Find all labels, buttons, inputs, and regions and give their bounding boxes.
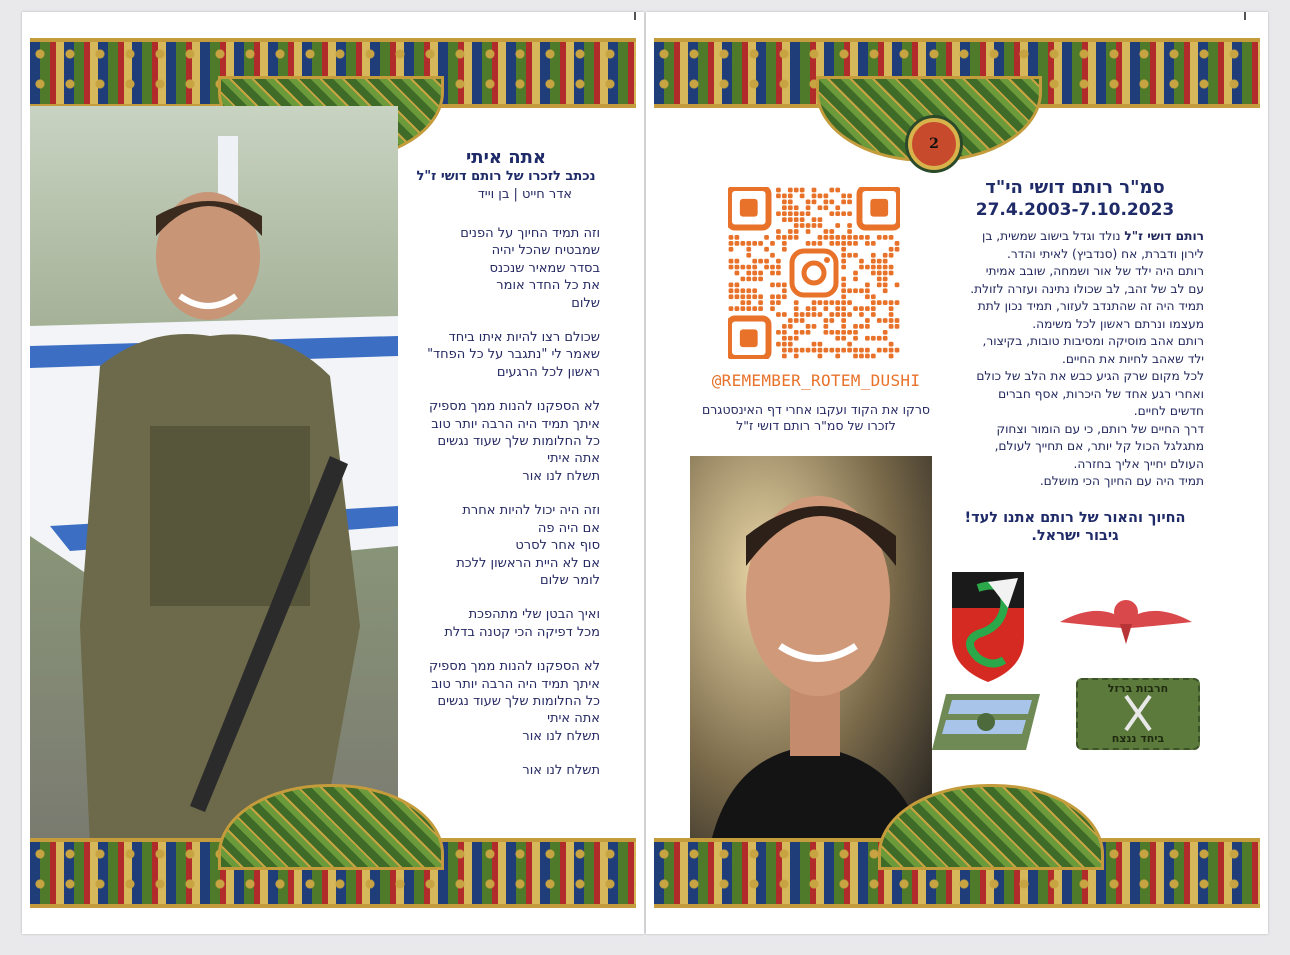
qr-caption-line-1: סרקו את הקוד ועקבו אחרי דף האינסטגרם — [701, 402, 931, 417]
patch-text-bottom: ביחד ננצח — [1111, 732, 1165, 745]
paratrooper-wings-icon — [1056, 592, 1196, 652]
poem-line: סוף אחר לסרט — [515, 538, 600, 554]
swords-of-iron-patch — [1076, 678, 1200, 750]
bio-line-5: תמיד היה זה שהתנדב לעזור, תמיד נכון לתת — [977, 299, 1204, 313]
bio-line-2: לירון ודברת, אח (סנדביץ) לאיתי והדר. — [1007, 246, 1204, 261]
memorial-title: סמ"ר רותם דושי הי"ד — [985, 177, 1165, 198]
page-number-badge: 2 — [908, 118, 960, 170]
poem-line: אתה איתי — [547, 451, 600, 467]
closing-statement — [946, 509, 1204, 545]
patch-text-top: חרבות ברזל — [1107, 682, 1169, 695]
instagram-logo-icon — [792, 251, 836, 295]
bio-name: רותם דושי ז"ל — [1124, 229, 1204, 243]
bio-line-10: ואחרי רגע אחד של היכרות, אסף חברים — [998, 386, 1204, 401]
bio-line-11: חדשים לחיים. — [1133, 404, 1204, 418]
poem-line: תשלח לנו אור — [522, 468, 600, 484]
poem-line: את כל החדר אומר — [496, 278, 600, 294]
bio-line-13: מתגלגל הכול קל יותר, אם תחייך לעולם, — [994, 439, 1204, 453]
bio-line-6: מעצמו ונרתם ראשון לכל משימה. — [1032, 316, 1204, 331]
closing-line-2: גיבור ישראל. — [1031, 528, 1119, 544]
poem-line: איתך תמיד היה הרבה יותר טוב — [431, 676, 600, 692]
bio-paragraph — [946, 228, 1204, 491]
page-pin — [634, 12, 636, 20]
bio-line-15: תמיד היה עם החיוך הכי מושלם. — [1039, 474, 1204, 488]
poem-authors: אדר חייט | בן וייד — [477, 187, 572, 202]
page-pin — [1244, 12, 1246, 20]
bio-line-1: נולד וגדל בישוב שמשית, בן — [982, 229, 1121, 243]
instagram-qr-code[interactable] — [728, 187, 900, 359]
poem-title: אתה איתי — [465, 147, 547, 168]
bio-line-3: רותם היה ילד של אור ושמחה, שובב אמיתי — [985, 264, 1204, 278]
portrait-photo — [690, 456, 932, 846]
poem-line: לא הספקנו להנות ממך מספיק — [429, 399, 600, 415]
poem-block — [400, 148, 612, 780]
poem-line: מכל דפיקה הכי קטנה בדלת — [444, 624, 600, 640]
bio-line-12: דרך החיים של רותם, כי עם הומור וצחוק — [996, 421, 1204, 436]
poem-line: וזה תמיד החיוך על הפנים — [460, 226, 600, 241]
closing-line-1: החיוך והאור של רותם אתנו לעד! — [964, 510, 1186, 526]
memorial-dates: 27.4.2003-7.10.2023 — [975, 200, 1175, 220]
right-page — [646, 12, 1268, 934]
poem-line: אם לא היית הראשון ללכת — [456, 555, 600, 571]
poem-line: ואיך הבטן שלי מתהפכת — [468, 607, 600, 623]
instagram-handle[interactable]: @REMEMBER_ROTEM_DUSHI — [711, 371, 921, 390]
poem-line: איתך תמיד היה הרבה יותר טוב — [431, 416, 600, 432]
poem-body — [400, 225, 600, 780]
left-page — [22, 12, 644, 934]
poem-line: שמבטיח שהכל יהיה — [491, 243, 600, 259]
soldier-photo — [30, 106, 398, 846]
poem-line: שאמר לי "נתגבר על כל הפחד" — [427, 347, 600, 363]
poem-line: שכולם רצו להיות איתו ביחד — [448, 330, 600, 346]
poem-line: תשלח לנו אור — [522, 763, 600, 779]
poem-line: ראשון לכל הרגעים — [496, 364, 600, 380]
bio-line-4: עם לב של זהב, לב שכולו נתינה ועזרה לזולת. — [970, 281, 1204, 296]
crossed-swords-icon — [1122, 694, 1154, 734]
poem-line: תשלח לנו אור — [522, 728, 600, 744]
poem-line: בסדר שמאיר שנכנס — [489, 260, 600, 276]
poem-line: אם היה פה — [537, 520, 600, 536]
bio-line-9: לכל מקום שרק הגיע כבש את הלב של כולם — [976, 369, 1204, 383]
qr-caption-line-2: לזכרו של סמ"ר רותם דושי ז"ל — [736, 418, 896, 433]
bio-line-7: רותם אהב מוסיקה ומסיבות טובות, בקיצור, — [982, 334, 1204, 348]
poem-line: אתה איתי — [547, 711, 600, 727]
poem-line: כל החלומות שלך שעוד נגשים — [437, 434, 600, 450]
poem-line: שלום — [571, 295, 600, 311]
bio-line-14: העולם יחייך אליך בחזרה. — [1073, 456, 1204, 471]
qr-caption — [676, 402, 956, 434]
rank-insignia-icon — [930, 692, 1042, 752]
poem-line: לומר שלום — [540, 572, 600, 588]
poem-line: כל החלומות שלך שעוד נגשים — [437, 693, 600, 709]
bio-line-8: ילד שאהב לחיות את החיים. — [1061, 351, 1204, 366]
poem-subtitle: נכתב לזכרו של רותם דושי ז"ל — [416, 169, 596, 184]
unit-shield-emblem — [948, 568, 1028, 684]
poem-line: וזה היה יכול להיות אחרת — [462, 503, 600, 519]
poem-line: לא הספקנו להנות ממך מספיק — [429, 659, 600, 675]
